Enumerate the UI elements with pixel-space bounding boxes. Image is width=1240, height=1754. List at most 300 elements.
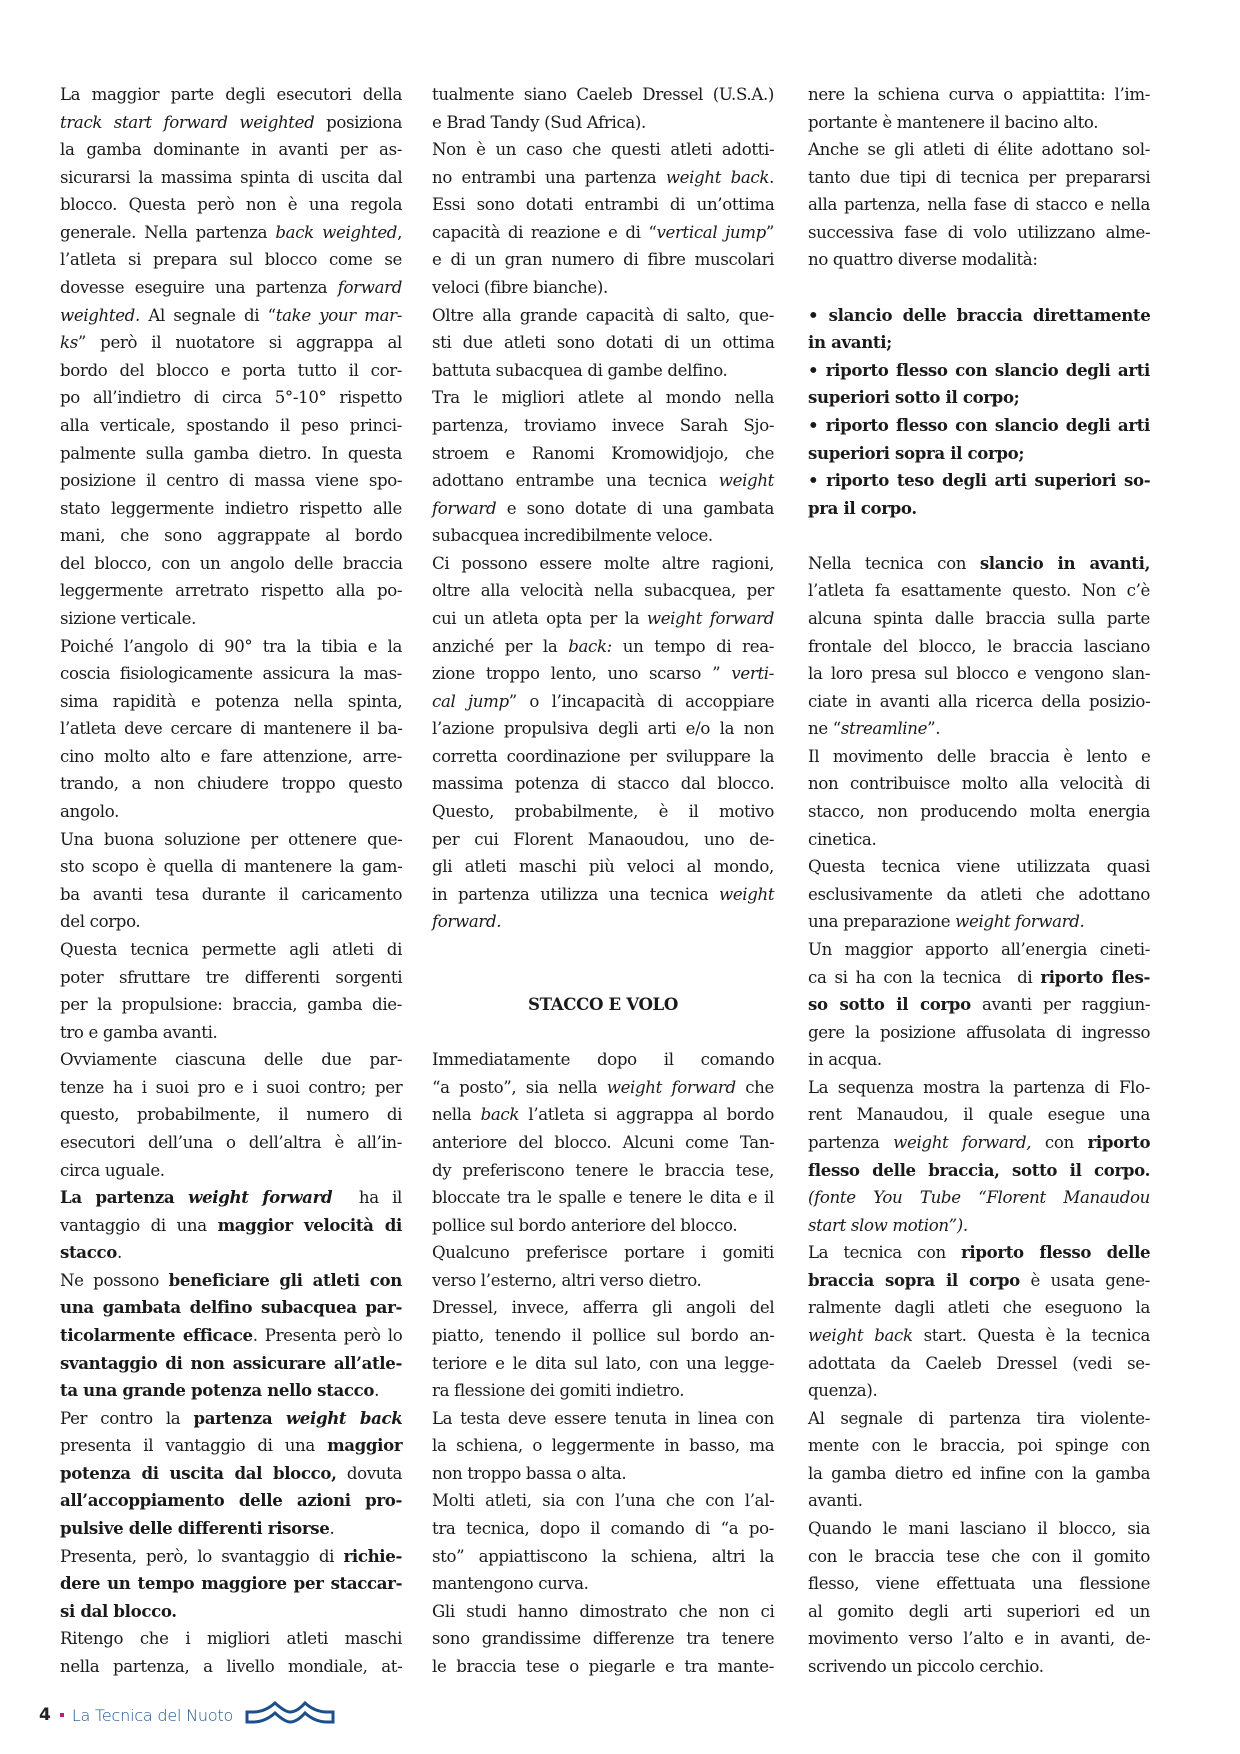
text-run: nella <box>432 1105 481 1125</box>
text-line <box>60 853 402 881</box>
text-run: ticolarmente efficace <box>60 1325 253 1346</box>
text-run: riporto flesso delle <box>961 1242 1151 1263</box>
text-run: Non è un caso che questi atleti adotti- <box>432 140 775 160</box>
text-run: sto scopo è quella di mantenere la gam- <box>60 857 403 877</box>
text-line <box>808 853 1150 881</box>
text-run: Nella tecnica con <box>808 553 980 573</box>
text-run: circa uguale. <box>60 1160 165 1180</box>
text-run: • riporto teso degli arti superiori so- <box>808 470 1151 491</box>
text-run: bordo del blocco e porta tutto il cor- <box>60 360 403 380</box>
text-run: scrivendo un piccolo cerchio. <box>808 1656 1044 1676</box>
text-line <box>60 1074 402 1102</box>
text-run: svantaggio di non assicurare all’atle- <box>60 1352 402 1373</box>
text-line <box>432 798 774 826</box>
text-run: che <box>735 1077 774 1097</box>
text-run: so sotto il corpo <box>808 994 971 1015</box>
text-line <box>432 1294 774 1322</box>
text-line <box>60 1184 402 1212</box>
separator-dot <box>60 1713 64 1717</box>
text-line <box>808 495 1150 523</box>
text-run: la gamba dietro ed infine con la gamba <box>808 1463 1151 1483</box>
text-line <box>808 743 1150 771</box>
text-run: posizione il centro di massa viene spo- <box>60 471 403 491</box>
text-line <box>432 1239 774 1267</box>
text-run: forward <box>337 278 402 298</box>
text-run: non contribuisce molto alla velocità di <box>808 774 1150 794</box>
text-line <box>808 633 1150 661</box>
text-run: • riporto flesso con slancio degli arti <box>808 414 1150 435</box>
text-run: Al segnale di “ <box>139 305 276 325</box>
text-run: leggermente arretrato rispetto alla po- <box>60 581 403 601</box>
text-run: trando, a non chiudere troppo questo <box>60 774 403 794</box>
text-run: Poiché l’angolo di 90° tra la tibia e la <box>60 636 402 656</box>
text-run: questo, probabilmente, il numero di <box>60 1105 403 1125</box>
text-line <box>60 1460 402 1488</box>
text-run: una preparazione <box>808 912 956 932</box>
text-run: anteriore del blocco. Alcuni come Tan- <box>432 1132 775 1152</box>
text-run: po all’indietro di circa 5°-10° rispetto <box>60 388 403 408</box>
text-run: esclusivamente da atleti che adottano <box>808 884 1150 904</box>
text-run: start. Questa è la tecnica <box>912 1326 1150 1346</box>
text-line <box>808 605 1150 633</box>
text-run: ta una grande potenza nello stacco <box>60 1380 375 1401</box>
text-line <box>432 660 774 688</box>
text-line <box>808 1350 1150 1378</box>
text-line <box>808 1515 1150 1543</box>
text-run: in acqua. <box>808 1050 882 1070</box>
text-line <box>432 605 774 633</box>
text-run: una gambata delfino subacquea par- <box>60 1297 402 1318</box>
text-line <box>432 908 774 936</box>
text-run: beneficiare gli atleti con <box>168 1269 402 1290</box>
blank-line <box>432 1019 774 1047</box>
text-run: maggior <box>327 1435 403 1456</box>
text-run: del blocco, con un angolo delle braccia <box>60 553 403 573</box>
text-line <box>432 302 774 330</box>
text-line <box>60 164 402 192</box>
text-line <box>808 1129 1150 1157</box>
text-run: tanto due tipi di tecnica per prepararsi <box>808 167 1151 187</box>
text-line <box>808 1487 1150 1515</box>
text-run: la gamba dominante in avanti per as- <box>60 140 402 160</box>
text-run: Una buona soluzione per ottenere que- <box>60 829 403 849</box>
text-line <box>808 109 1150 137</box>
text-run: Essi sono dotati entrambi di un’ottima <box>432 195 775 215</box>
text-run: alla verticale, spostando il peso princi- <box>60 415 402 435</box>
text-run: non troppo bassa o alta. <box>432 1463 627 1483</box>
text-line <box>808 191 1150 219</box>
text-run: mani, che sono aggrappate al bordo <box>60 526 403 546</box>
text-run: STACCO E VOLO <box>528 994 678 1015</box>
text-run: subacquea incredibilmente veloce. <box>432 526 713 546</box>
text-run: . <box>116 1243 122 1263</box>
text-run: verso l’esterno, altri verso dietro. <box>432 1270 702 1290</box>
text-run: sto” appiattiscono la schiena, altri la <box>432 1546 774 1566</box>
text-run: movimento verso l’alto e in avanti, de- <box>808 1629 1151 1649</box>
text-run: forward. <box>432 912 502 932</box>
text-line <box>432 1184 774 1212</box>
text-line <box>60 109 402 137</box>
text-line <box>808 440 1150 468</box>
text-run: partenza <box>808 1132 894 1152</box>
text-line <box>60 1129 402 1157</box>
text-run: maggior velocità di <box>217 1214 403 1235</box>
text-line <box>432 1212 774 1240</box>
text-run: streamline <box>840 719 928 739</box>
text-line <box>808 1598 1150 1626</box>
text-line <box>808 1101 1150 1129</box>
text-line <box>808 1267 1150 1295</box>
text-run: zione troppo lento, uno scarso ” <box>432 664 732 684</box>
text-run: back <box>480 1105 520 1125</box>
text-line <box>432 1653 774 1681</box>
text-line <box>808 302 1150 330</box>
text-line <box>808 1543 1150 1571</box>
text-run: adottano entrambe una tecnica <box>432 471 719 491</box>
text-run: ca si ha con la tecnica di <box>808 967 1041 987</box>
text-line <box>432 1460 774 1488</box>
text-run: Dressel, invece, afferra gli angoli del <box>432 1298 775 1318</box>
text-line <box>808 357 1150 385</box>
text-line <box>432 1487 774 1515</box>
text-run: ciate in avanti alla ricerca della posizio- <box>808 691 1151 711</box>
text-line <box>432 522 774 550</box>
text-run: ” o l’incapacità di accoppiare <box>508 691 775 711</box>
text-line <box>60 1239 402 1267</box>
text-line <box>60 274 402 302</box>
text-line <box>808 881 1150 909</box>
text-line <box>432 715 774 743</box>
text-run: al gomito degli arti superiori ed un <box>808 1601 1150 1621</box>
blank-line <box>808 522 1150 550</box>
text-line <box>60 81 402 109</box>
text-line <box>60 1405 402 1433</box>
text-run: battuta subacquea di gambe delfino. <box>432 360 728 380</box>
text-line <box>432 467 774 495</box>
text-line <box>60 1432 402 1460</box>
text-line <box>808 81 1150 109</box>
text-line <box>432 1405 774 1433</box>
text-line <box>808 1405 1150 1433</box>
text-line <box>808 1157 1150 1185</box>
text-line <box>60 1019 402 1047</box>
text-run: take your mar- <box>275 305 403 325</box>
text-run: Ritengo che i migliori atleti maschi <box>60 1629 403 1649</box>
text-line <box>808 1019 1150 1047</box>
text-line <box>60 770 402 798</box>
text-column-1 <box>60 81 402 1681</box>
text-line <box>808 1239 1150 1267</box>
text-line <box>808 219 1150 247</box>
text-line <box>60 964 402 992</box>
text-run: oltre alla velocità nella subacquea, per <box>432 581 774 601</box>
section-heading <box>432 991 774 1019</box>
text-line <box>432 743 774 771</box>
text-line <box>60 1598 402 1626</box>
text-run: . <box>769 167 774 187</box>
text-line <box>60 1046 402 1074</box>
text-run: weight forward. <box>955 912 1085 932</box>
text-run: Presenta, però, lo svantaggio di <box>60 1546 344 1566</box>
text-line <box>808 1184 1150 1212</box>
text-line <box>808 991 1150 1019</box>
text-run: cinetica. <box>808 829 877 849</box>
text-run: l’atleta fa esattamente questo. Non c’è <box>808 581 1150 601</box>
text-run: esecutori dell’una o dell’altra è all’in- <box>60 1132 402 1152</box>
text-run: ks <box>60 333 78 353</box>
text-run: . Presenta però lo <box>252 1326 403 1346</box>
text-run: Questo, probabilmente, è il motivo <box>432 802 774 822</box>
text-run: Un maggior apporto all’energia cineti- <box>808 939 1150 959</box>
text-line <box>60 1101 402 1129</box>
text-line <box>808 1322 1150 1350</box>
text-run: vantaggio di una <box>60 1215 218 1235</box>
text-line <box>808 136 1150 164</box>
text-run: sono grandissime differenze tra tenere <box>432 1629 775 1649</box>
text-line <box>432 1129 774 1157</box>
text-line <box>808 164 1150 192</box>
text-line <box>60 936 402 964</box>
text-run: back: <box>568 636 612 656</box>
text-line <box>60 136 402 164</box>
text-line <box>432 136 774 164</box>
text-run: forward <box>432 498 497 518</box>
text-column-3 <box>808 81 1150 1681</box>
text-run: tenze ha i suoi pro e i suoi contro; per <box>60 1077 403 1097</box>
text-line <box>432 1543 774 1571</box>
text-run: veloci (fibre bianche). <box>432 278 608 298</box>
text-run: superiori sotto il corpo; <box>808 387 1020 408</box>
text-line <box>60 1294 402 1322</box>
text-run: La testa deve essere tenuta in linea con <box>432 1408 774 1428</box>
text-line <box>432 770 774 798</box>
text-line <box>60 1267 402 1295</box>
text-run: pulsive delle differenti risorse <box>60 1518 330 1539</box>
text-run: (fonte You Tube “Florent Manaudou <box>808 1188 1150 1208</box>
text-line <box>60 881 402 909</box>
wave-logo-icon <box>245 1700 335 1730</box>
text-run: mente con le braccia, poi spinge con <box>808 1436 1150 1456</box>
text-line <box>60 1350 402 1378</box>
text-run: anziché per la <box>432 636 569 656</box>
text-run: flesso, viene effettuata una flessione <box>808 1574 1151 1594</box>
text-line <box>60 440 402 468</box>
text-line <box>808 660 1150 688</box>
text-run: ralmente dagli atleti che eseguono la <box>808 1298 1150 1318</box>
text-run: Immediatamente dopo il comando <box>432 1050 775 1070</box>
text-line <box>808 246 1150 274</box>
text-line <box>60 633 402 661</box>
text-run: weight <box>718 884 775 904</box>
text-run: riporto fles- <box>1040 966 1150 987</box>
text-run: un tempo di rea- <box>611 636 774 656</box>
text-line <box>60 522 402 550</box>
text-line <box>432 853 774 881</box>
text-run: avanti per raggiun- <box>970 995 1151 1015</box>
text-run: ba avanti tesa durante il caricamento <box>60 884 403 904</box>
text-run: le braccia tese o piegarle e tra mante- <box>432 1656 774 1676</box>
text-line <box>60 908 402 936</box>
text-run: cino molto alto e fare attenzione, arre- <box>60 746 402 766</box>
text-run: con le braccia tese che con il gomito <box>808 1546 1150 1566</box>
text-run: potenza di uscita dal blocco, <box>60 1462 337 1483</box>
text-line <box>808 1294 1150 1322</box>
text-run: riporto <box>1087 1131 1151 1152</box>
text-line <box>432 1377 774 1405</box>
text-line <box>432 440 774 468</box>
text-line <box>808 770 1150 798</box>
text-line <box>808 550 1150 578</box>
text-run: Il movimento delle braccia è lento e <box>808 746 1151 766</box>
text-run: weight back <box>665 167 770 187</box>
text-line <box>432 1101 774 1129</box>
text-line <box>60 1377 402 1405</box>
text-run: ”. <box>927 719 941 739</box>
text-run: stacco, non producendo molta energia <box>808 802 1150 822</box>
text-run: sicurarsi la massima spinta di uscita dal <box>60 167 403 187</box>
text-line <box>60 191 402 219</box>
text-line <box>432 1046 774 1074</box>
publication-title: La Tecnica del Nuoto <box>71 1705 234 1725</box>
text-line <box>60 1625 402 1653</box>
text-line <box>432 164 774 192</box>
text-run: slancio in avanti, <box>979 552 1150 573</box>
text-line <box>808 688 1150 716</box>
text-run: la loro presa sul blocco e vengono slan- <box>808 664 1151 684</box>
text-run: ra flessione dei gomiti indietro. <box>432 1381 685 1401</box>
text-line <box>432 577 774 605</box>
text-run: vertical jump <box>656 222 766 242</box>
text-run: richie- <box>343 1545 402 1566</box>
text-run: Qualcuno preferisce portare i gomiti <box>432 1243 774 1263</box>
text-line <box>60 219 402 247</box>
text-run: weight <box>718 471 774 491</box>
text-run: , <box>397 222 403 242</box>
text-run: Anche se gli atleti di élite adottano sol- <box>808 140 1150 160</box>
text-run: La tecnica con <box>808 1243 962 1263</box>
text-run: Questa tecnica permette agli atleti di <box>60 939 403 959</box>
text-line <box>60 1157 402 1185</box>
text-line <box>60 384 402 412</box>
text-run: l’atleta si prepara sul blocco come se <box>60 250 402 270</box>
text-line <box>60 743 402 771</box>
text-line <box>432 1515 774 1543</box>
text-line <box>432 1350 774 1378</box>
text-run: generale. Nella partenza <box>60 222 276 242</box>
text-run: avanti. <box>808 1491 863 1511</box>
text-run: si dal blocco. <box>60 1600 177 1621</box>
text-line <box>808 826 1150 854</box>
text-run: . <box>374 1381 380 1401</box>
text-line <box>60 1322 402 1350</box>
text-run: partenza <box>193 1407 286 1428</box>
text-run: piatto, tenendo il pollice sul bordo an- <box>432 1326 775 1346</box>
text-run: portante è mantenere il bacino alto. <box>808 112 1099 132</box>
text-run: weight forward, <box>893 1132 1032 1152</box>
text-run: weight back <box>285 1407 403 1428</box>
text-line <box>808 1460 1150 1488</box>
text-line <box>60 577 402 605</box>
page-number: 4 <box>39 1705 51 1725</box>
text-line <box>60 357 402 385</box>
text-line <box>432 191 774 219</box>
text-line <box>432 1625 774 1653</box>
text-run: coscia fisiologicamente assicura la mas- <box>60 664 402 684</box>
text-run: dovesse eseguire una partenza <box>60 278 338 298</box>
text-run: stroem e Ranomi Kromowidjojo, che <box>432 443 775 463</box>
text-run: angolo. <box>60 802 120 822</box>
text-run: Ovviamente ciascuna delle due par- <box>60 1050 403 1070</box>
text-run: presenta il vantaggio di una <box>60 1436 328 1456</box>
text-run: back weighted <box>275 222 398 242</box>
text-line <box>60 1543 402 1571</box>
text-run: Ci possono essere molte altre ragioni, <box>432 553 774 573</box>
text-run: no quattro diverse modalità: <box>808 250 1038 270</box>
page-footer <box>39 1700 335 1730</box>
text-run: ” <box>765 222 775 242</box>
text-run: track start forward weighted <box>60 112 315 132</box>
text-run: tra tecnica, dopo il comando di “a po- <box>432 1519 774 1539</box>
text-run: alla partenza, nella fase di stacco e nella <box>808 195 1150 215</box>
blank-line <box>432 964 774 992</box>
text-line <box>808 1074 1150 1102</box>
text-run: “a posto”, sia nella <box>432 1077 607 1097</box>
text-run: nere la schiena curva o appiattita: l’im- <box>808 85 1150 104</box>
text-line <box>432 329 774 357</box>
text-run: quenza). <box>808 1381 878 1401</box>
text-run: verti- <box>731 664 774 684</box>
text-run: corretta coordinazione per sviluppare la <box>432 746 775 766</box>
text-run: dovuta <box>336 1463 402 1483</box>
text-run: • riporto flesso con slancio degli arti <box>808 359 1150 380</box>
text-line <box>432 412 774 440</box>
text-line <box>432 1570 774 1598</box>
text-line <box>60 1212 402 1240</box>
text-run: adottata da Caeleb Dressel (vedi se- <box>808 1353 1150 1373</box>
text-run: rent Manaudou, il quale esegue una <box>808 1105 1150 1125</box>
text-run: dere un tempo maggiore per staccar- <box>60 1573 403 1594</box>
text-run: superiori sopra il corpo; <box>808 442 1025 463</box>
text-line <box>60 1653 402 1681</box>
text-line <box>60 715 402 743</box>
text-run: La maggior parte degli esecutori della <box>60 85 402 104</box>
text-run: weight forward <box>188 1187 333 1208</box>
text-run: stacco <box>60 1242 117 1263</box>
text-line <box>60 1487 402 1515</box>
text-line <box>60 467 402 495</box>
text-run: Per contro la <box>60 1408 194 1428</box>
text-run: all’accoppiamento delle azioni pro- <box>60 1490 402 1511</box>
text-run: gere la posizione affusolata di ingresso <box>808 1022 1151 1042</box>
text-run: con <box>1031 1132 1088 1152</box>
text-run: braccia sopra il corpo <box>808 1269 1020 1290</box>
text-run: palmente sulla gamba dietro. In questa <box>60 443 402 463</box>
text-run: La partenza <box>60 1187 189 1208</box>
text-run: • slancio delle braccia direttamente <box>808 304 1151 325</box>
text-run: weight forward <box>606 1077 736 1097</box>
text-line <box>432 1598 774 1626</box>
text-line <box>432 1432 774 1460</box>
text-run: l’atleta si aggrappa al bordo <box>519 1105 774 1125</box>
text-line <box>60 412 402 440</box>
text-run: del corpo. <box>60 912 141 932</box>
text-line <box>808 964 1150 992</box>
text-line <box>60 329 402 357</box>
text-run: weight forward <box>646 608 775 628</box>
text-line <box>432 1267 774 1295</box>
text-line <box>432 81 774 109</box>
text-run: sima rapidità e potenza nella spinta, <box>60 691 403 711</box>
